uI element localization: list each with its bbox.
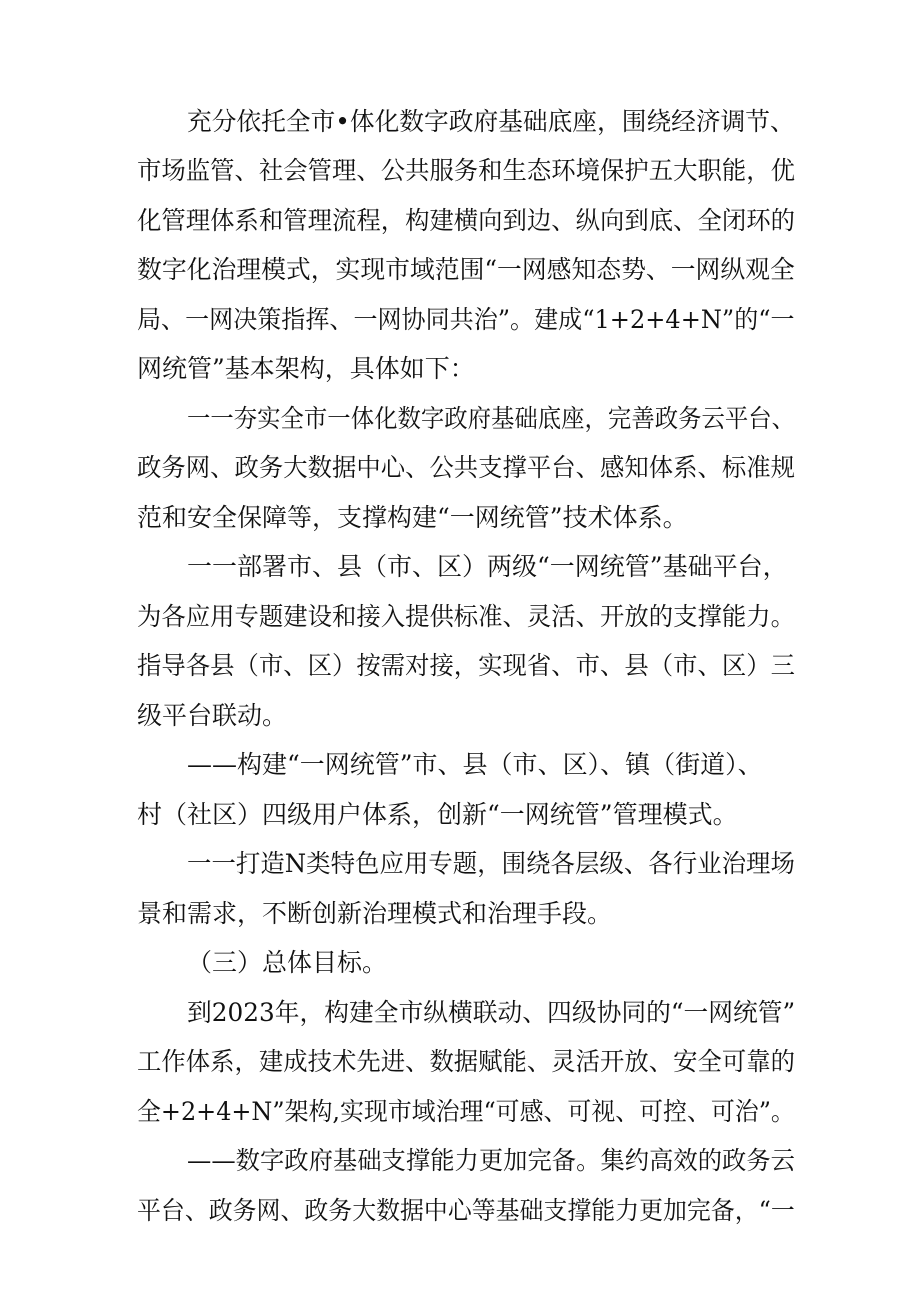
text-line-9: 范和安全保障等，支撑构建“一网统管”技术体系。 bbox=[137, 503, 688, 532]
text-line-13: 级平台联动。 bbox=[137, 701, 288, 730]
text-line-7: 一一夯实全市一体化数字政府基础底座，完善政务云平台、 bbox=[187, 404, 796, 433]
text-line-11: 为各应用专题建设和接入提供标准、灵活、开放的支撑能力。 bbox=[137, 602, 796, 631]
text-line-17: 景和需求，不断创新治理模式和治理手段。 bbox=[137, 899, 613, 928]
text-line-14: ——构建“一网统管”市、县（市、区）、镇（街道）、 bbox=[187, 750, 763, 779]
text-line-23: 平台、政务网、政务大数据中心等基础支撑能力更加完备，“一 bbox=[137, 1196, 795, 1225]
text-line-21: 全+2+4+N”架构,实现市域治理“可感、可视、可控、可治”。 bbox=[137, 1097, 795, 1126]
text-line-6: 网统管”基本架构，具体如下： bbox=[137, 354, 475, 383]
text-line-4: 数字化治理模式，实现市域范围“一网感知态势、一网纵观全 bbox=[137, 255, 795, 284]
text-line-16: 一一打造N类特色应用专题，围绕各层级、各行业治理场 bbox=[187, 849, 795, 878]
section-heading: （三）总体目标。 bbox=[187, 948, 388, 977]
text-line-22: ——数字政府基础支撑能力更加完备。集约高效的政务云 bbox=[187, 1146, 796, 1175]
text-line-12: 指导各县（市、区）按需对接，实现省、市、县（市、区）三 bbox=[137, 651, 796, 680]
text-line-10: 一一部署市、县（市、区）两级“一网统管”基础平台， bbox=[187, 552, 788, 581]
text-line-5: 局、一网决策指挥、一网协同共治”。建成“1+2+4+N”的“一 bbox=[137, 305, 795, 334]
text-line-20: 工作体系，建成技术先进、数据赋能、灵活开放、安全可靠的 bbox=[137, 1047, 796, 1076]
text-line-8: 政务网、政务大数据中心、公共支撑平台、感知体系、标准规 bbox=[137, 453, 796, 482]
text-line-15: 村（社区）四级用户体系，创新“一网统管”管理模式。 bbox=[137, 800, 738, 829]
text-line-3: 化管理体系和管理流程，构建横向到边、纵向到底、全闭环的 bbox=[137, 206, 796, 235]
text-line-19: 到2023年，构建全市纵横联动、四级协同的“一网统管” bbox=[187, 998, 796, 1027]
text-line-1: 充分依托全市•体化数字政府基础底座，围绕经济调节、 bbox=[187, 107, 795, 136]
text-line-2: 市场监管、社会管理、公共服务和生态环境保护五大职能，优 bbox=[137, 156, 796, 185]
